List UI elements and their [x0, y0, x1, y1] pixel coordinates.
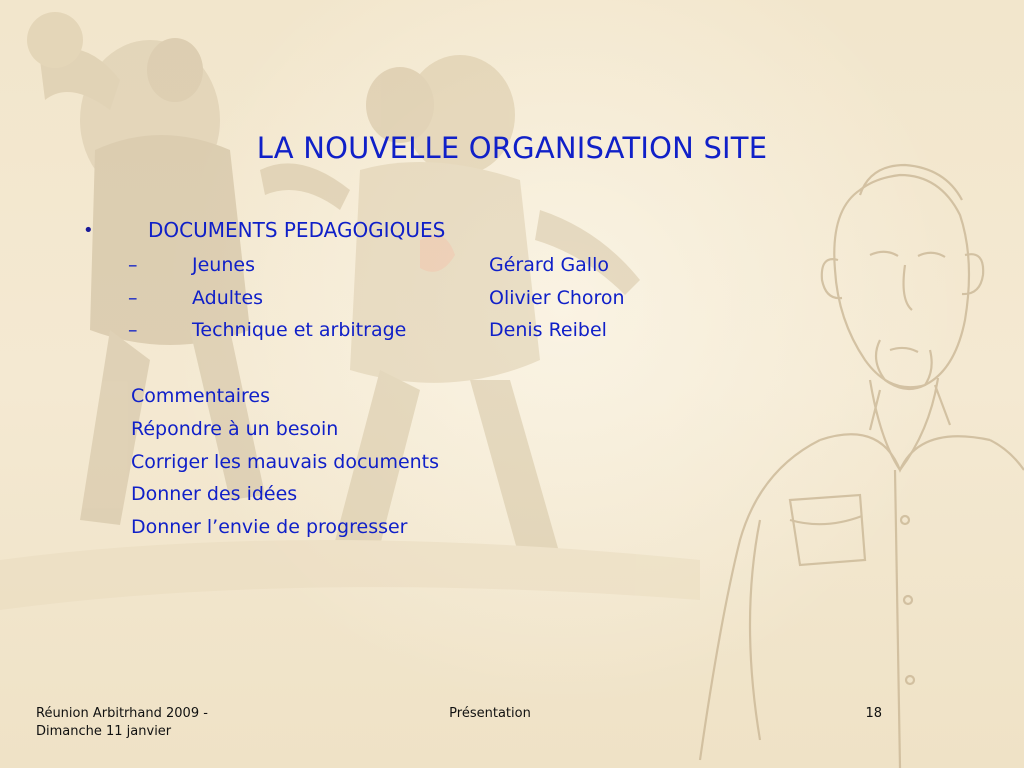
- subitem-row-jeunes: [0, 254, 700, 280]
- page-number: 18: [865, 706, 882, 721]
- subitem-person: Olivier Choron: [489, 287, 625, 309]
- bullet-marker: •: [83, 220, 94, 241]
- footer-event-line2: Dimanche 11 janvier: [36, 724, 172, 739]
- subitem-topic: Jeunes: [192, 254, 255, 276]
- subitem-person: Gérard Gallo: [489, 254, 609, 276]
- dash-marker: –: [128, 254, 138, 276]
- comment-line: Donner l’envie de progresser: [131, 516, 408, 538]
- dash-marker: –: [128, 319, 138, 341]
- referee-sketch-watermark: [700, 165, 1024, 768]
- subitem-topic: Adultes: [192, 287, 264, 309]
- comment-heading: Commentaires: [131, 385, 270, 407]
- slide-title: LA NOUVELLE ORGANISATION SITE: [256, 131, 768, 165]
- comment-line: Corriger les mauvais documents: [131, 451, 440, 473]
- subitem-row-technique: [0, 319, 700, 345]
- footer-event: [36, 705, 256, 741]
- footer-section: Présentation: [449, 706, 531, 721]
- section-heading: DOCUMENTS PEDAGOGIQUES: [148, 218, 446, 242]
- subitem-topic: Technique et arbitrage: [192, 319, 407, 341]
- subitem-row-adultes: [0, 287, 700, 313]
- comment-line: Donner des idées: [131, 483, 298, 505]
- footer-event-line1: Réunion Arbitrhand 2009 -: [36, 706, 208, 721]
- subitem-person: Denis Reibel: [489, 319, 607, 341]
- dash-marker: –: [128, 287, 138, 309]
- comment-line: Répondre à un besoin: [131, 418, 339, 440]
